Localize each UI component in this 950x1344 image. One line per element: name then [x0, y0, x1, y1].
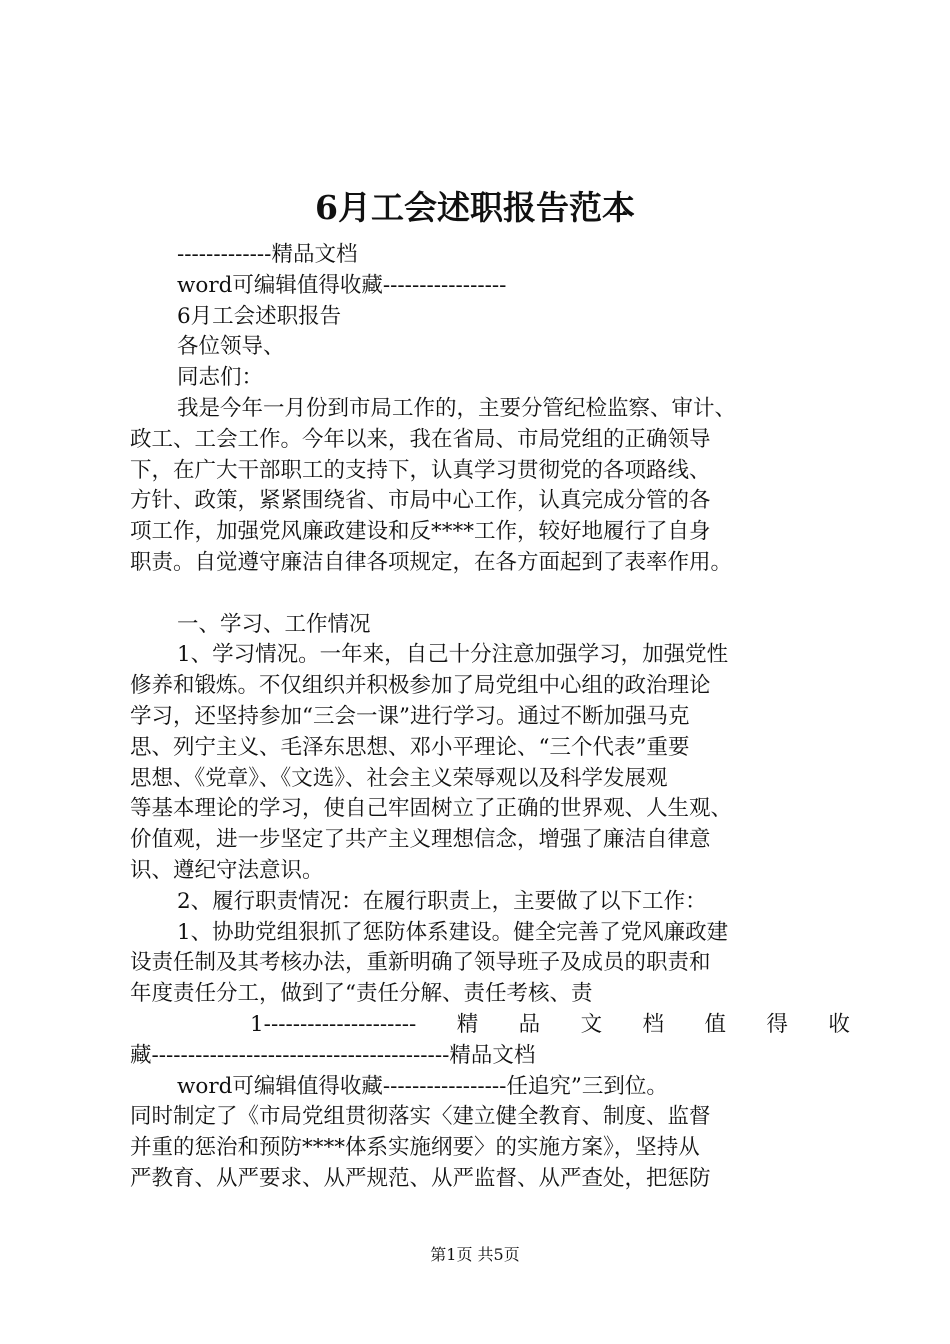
- paragraph-4-line: 设责任制及其考核办法，重新明确了领导班子及成员的职责和: [130, 950, 711, 976]
- document-title: 6月工会述职报告范本: [315, 188, 635, 227]
- watermark-line-2: 藏-----------------------------------------精品文档: [130, 1042, 536, 1068]
- watermark-char: 值: [704, 1011, 727, 1037]
- watermark-char: 品: [518, 1011, 541, 1037]
- watermark-char: 得: [766, 1011, 788, 1037]
- watermark-dashes: 1---------------------: [250, 1011, 417, 1037]
- paragraph-2-line: 1、学习情况。一年来，自己十分注意加强学习，加强党性: [177, 642, 729, 668]
- paragraph-1-line: 方针、政策，紧紧围绕省、市局中心工作，认真完成分管的各: [130, 488, 711, 514]
- paragraph-1-line: 我是今年一月份到市局工作的，主要分管纪检监察、审计、: [177, 395, 737, 421]
- watermark-char: 收: [828, 1011, 850, 1037]
- paragraph-2-line: 等基本理论的学习，使自己牢固树立了正确的世界观、人生观、: [130, 796, 733, 822]
- greeting-comrades: 同志们：: [177, 365, 264, 391]
- paragraph-2-line: 价值观，进一步坚定了共产主义理想信念，增强了廉洁自律意: [130, 827, 711, 853]
- paragraph-2-line: 学习，还坚持参加“三会一课”进行学习。通过不断加强马克: [130, 703, 690, 729]
- paragraph-2-line: 思想、《党章》、《文选》、社会主义荣辱观以及科学发展观: [130, 765, 668, 791]
- paragraph-2-line: 修养和锻炼。不仅组织并积极参加了局党组中心组的政治理论: [130, 673, 711, 699]
- header-word-line: word可编辑值得收藏-----------------: [177, 272, 507, 298]
- paragraph-3: 2、履行职责情况：在履行职责上，主要做了以下工作：: [177, 888, 707, 914]
- section-heading: 一、学习、工作情况: [177, 611, 371, 637]
- page-footer: 第1页 共5页: [430, 1245, 520, 1264]
- paragraph-4-line: 1、协助党组狠抓了惩防体系建设。健全完善了党风廉政建: [177, 919, 729, 945]
- doc-subtitle: 6月工会述职报告: [177, 303, 342, 329]
- paragraph-1-line: 下，在广大干部职工的支持下，认真学习贯彻党的各项路线、: [130, 457, 711, 483]
- paragraph-5-line: 并重的惩治和预防****体系实施纲要〉的实施方案》，坚持从: [130, 1135, 700, 1161]
- paragraph-5-line: word可编辑值得收藏-----------------任追究”三到位。: [177, 1073, 668, 1099]
- paragraph-5-line: 严教育、从严要求、从严规范、从严监督、从严查处，把惩防: [130, 1165, 711, 1191]
- paragraph-2-line: 识、遵纪守法意识。: [130, 857, 324, 883]
- watermark-char: 文: [580, 1011, 603, 1037]
- greeting-leaders: 各位领导、: [177, 334, 285, 360]
- header-dashes-line: -------------精品文档: [177, 242, 358, 267]
- paragraph-5-line: 同时制定了《市局党组贯彻落实〈建立健全教育、制度、监督: [130, 1104, 711, 1130]
- watermark-char: 精: [456, 1011, 479, 1037]
- paragraph-gap: [130, 579, 850, 610]
- paragraph-4-line: 年度责任分工，做到了“责任分解、责任考核、责: [130, 981, 593, 1007]
- paragraph-1-line: 职责。自觉遵守廉洁自律各项规定，在各方面起到了表率作用。: [130, 549, 733, 575]
- paragraph-1-line: 项工作，加强党风廉政建设和反****工作，较好地履行了自身: [130, 519, 711, 545]
- paragraph-2-line: 思、列宁主义、毛泽东思想、邓小平理论、“三个代表”重要: [130, 734, 690, 760]
- watermark-char: 档: [642, 1011, 665, 1037]
- document-body: [130, 240, 850, 1195]
- paragraph-1-line: 政工、工会工作。今年以来，我在省局、市局党组的正确领导: [130, 426, 711, 452]
- watermark-line: [130, 1010, 850, 1041]
